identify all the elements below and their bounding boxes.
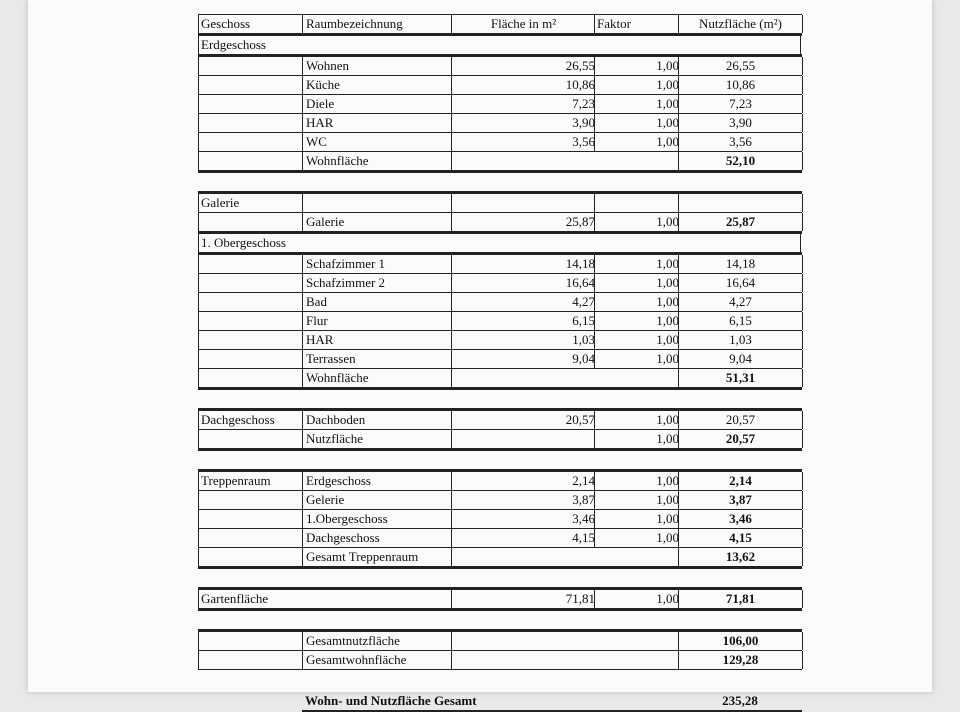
room-usable: 26,55	[678, 57, 803, 75]
table-header	[198, 14, 802, 36]
room-area: 3,56	[451, 133, 598, 151]
room-name: Galerie	[302, 213, 455, 231]
room-usable: 4,15	[678, 529, 803, 547]
subtotal-value: 20,57	[678, 430, 803, 448]
room-area: 3,90	[451, 114, 598, 132]
grand-total-row	[198, 688, 802, 710]
spacer-row	[198, 173, 802, 194]
room-usable: 3,56	[678, 133, 803, 151]
room-factor: 1,00	[594, 133, 682, 151]
room-area: 2,14	[451, 472, 598, 490]
room-factor: 1,00	[594, 331, 682, 349]
room-factor: 1,00	[594, 95, 682, 113]
section-gartenflaeche: Gartenfläche	[198, 590, 450, 608]
room-factor: 1,00	[594, 472, 682, 490]
subtotal-row	[198, 548, 802, 569]
room-factor: 1,00	[594, 411, 682, 429]
table-row	[198, 274, 802, 293]
room-area: 3,46	[451, 510, 598, 528]
room-name: Flur	[302, 312, 455, 330]
room-factor: 1,00	[594, 510, 682, 528]
room-usable: 4,27	[678, 293, 803, 311]
header-nutzflaeche: Nutzfläche (m²)	[678, 15, 803, 33]
spacer-row	[198, 611, 802, 632]
room-name: Bad	[302, 293, 455, 311]
table-row	[198, 95, 802, 114]
room-name: Dachboden	[302, 411, 455, 429]
table-row	[198, 133, 802, 152]
room-factor: 1,00	[594, 590, 682, 608]
room-name: 1.Obergeschoss	[302, 510, 455, 528]
room-name: Wohnen	[302, 57, 455, 75]
table-row	[198, 350, 802, 369]
room-name: Terrassen	[302, 350, 455, 368]
room-area: 14,18	[451, 255, 598, 273]
room-usable: 1,03	[678, 331, 803, 349]
section-title-row	[198, 36, 802, 57]
table-row	[198, 57, 802, 76]
room-factor: 1,00	[594, 350, 682, 368]
subtotal-label: Wohnfläche	[302, 369, 455, 387]
section-galerie: Galerie	[198, 194, 305, 212]
spacer-row	[198, 569, 802, 590]
room-usable: 6,15	[678, 312, 803, 330]
room-usable: 71,81	[678, 590, 803, 608]
room-area: 10,86	[451, 76, 598, 94]
room-name: Erdgeschoss	[302, 472, 455, 490]
section-title-row	[198, 194, 802, 213]
total-nutz-value: 106,00	[678, 632, 803, 650]
table-row	[198, 590, 802, 611]
table-row	[198, 472, 802, 491]
room-usable: 3,46	[678, 510, 803, 528]
room-factor: 1,00	[594, 529, 682, 547]
room-area: 4,27	[451, 293, 598, 311]
room-factor: 1,00	[594, 114, 682, 132]
room-area: 26,55	[451, 57, 598, 75]
table-row	[198, 255, 802, 274]
section-erdgeschoss: Erdgeschoss	[198, 36, 801, 54]
document-page	[28, 0, 932, 708]
total-nutz-label: Gesamtnutzfläche	[302, 632, 455, 650]
table-row	[198, 76, 802, 95]
area-table	[198, 14, 802, 710]
subtotal-row	[198, 430, 802, 451]
table-row	[198, 529, 802, 548]
room-area: 3,87	[451, 491, 598, 509]
total-row	[198, 632, 802, 651]
room-name: Schafzimmer 2	[302, 274, 455, 292]
grand-total-label: Wohn- und Nutzfläche Gesamt	[305, 693, 477, 708]
table-row	[198, 213, 802, 234]
room-name: HAR	[302, 114, 455, 132]
room-name: Schafzimmer 1	[302, 255, 455, 273]
total-row	[198, 651, 802, 670]
room-factor: 1,00	[594, 274, 682, 292]
room-area: 1,03	[451, 331, 598, 349]
grand-total-value: 235,28	[722, 693, 758, 708]
room-usable: 3,87	[678, 491, 803, 509]
subtotal-value: 51,31	[678, 369, 803, 387]
room-area: 71,81	[451, 590, 598, 608]
room-area: 16,64	[451, 274, 598, 292]
room-usable: 20,57	[678, 411, 803, 429]
room-factor: 1,00	[594, 76, 682, 94]
room-area: 7,23	[451, 95, 598, 113]
room-factor: 1,00	[594, 57, 682, 75]
total-wohn-value: 129,28	[678, 651, 803, 669]
room-name: Diele	[302, 95, 455, 113]
room-usable: 16,64	[678, 274, 803, 292]
room-area: 4,15	[451, 529, 598, 547]
table-row	[198, 312, 802, 331]
header-flaeche: Fläche in m²	[451, 15, 595, 33]
spacer-row	[198, 390, 802, 411]
room-usable: 3,90	[678, 114, 803, 132]
table-row	[198, 411, 802, 430]
section-dachgeschoss: Dachgeschoss	[198, 411, 305, 429]
spacer-row	[198, 451, 802, 472]
subtotal-row	[198, 369, 802, 390]
header-raum: Raumbezeichnung	[302, 15, 455, 33]
room-usable: 9,04	[678, 350, 803, 368]
room-usable: 2,14	[678, 472, 803, 490]
room-usable: 25,87	[678, 213, 803, 231]
header-faktor: Faktor	[594, 15, 681, 33]
subtotal-factor: 1,00	[594, 430, 682, 448]
subtotal-row	[198, 152, 802, 173]
room-name: Gelerie	[302, 491, 455, 509]
total-wohn-label: Gesamtwohnfläche	[302, 651, 455, 669]
room-area: 25,87	[451, 213, 598, 231]
table-row	[198, 293, 802, 312]
section-treppenraum: Treppenraum	[198, 472, 305, 490]
room-area: 9,04	[451, 350, 598, 368]
room-factor: 1,00	[594, 491, 682, 509]
room-name: WC	[302, 133, 455, 151]
room-area: 20,57	[451, 411, 598, 429]
room-factor: 1,00	[594, 213, 682, 231]
room-area: 6,15	[451, 312, 598, 330]
room-usable: 14,18	[678, 255, 803, 273]
table-row	[198, 510, 802, 529]
room-name: Dachgeschoss	[302, 529, 455, 547]
room-name: Küche	[302, 76, 455, 94]
section-title-row	[198, 234, 802, 255]
room-usable: 10,86	[678, 76, 803, 94]
room-factor: 1,00	[594, 312, 682, 330]
subtotal-label: Gesamt Treppenraum	[302, 548, 455, 566]
room-name: HAR	[302, 331, 455, 349]
room-usable: 7,23	[678, 95, 803, 113]
subtotal-value: 52,10	[678, 152, 803, 170]
header-geschoss: Geschoss	[198, 15, 305, 33]
subtotal-label: Nutzfläche	[302, 430, 455, 448]
table-row	[198, 491, 802, 510]
room-factor: 1,00	[594, 255, 682, 273]
room-factor: 1,00	[594, 293, 682, 311]
section-obergeschoss: 1. Obergeschoss	[198, 234, 801, 252]
subtotal-value: 13,62	[678, 548, 803, 566]
subtotal-label: Wohnfläche	[302, 152, 455, 170]
table-row	[198, 114, 802, 133]
table-row	[198, 331, 802, 350]
